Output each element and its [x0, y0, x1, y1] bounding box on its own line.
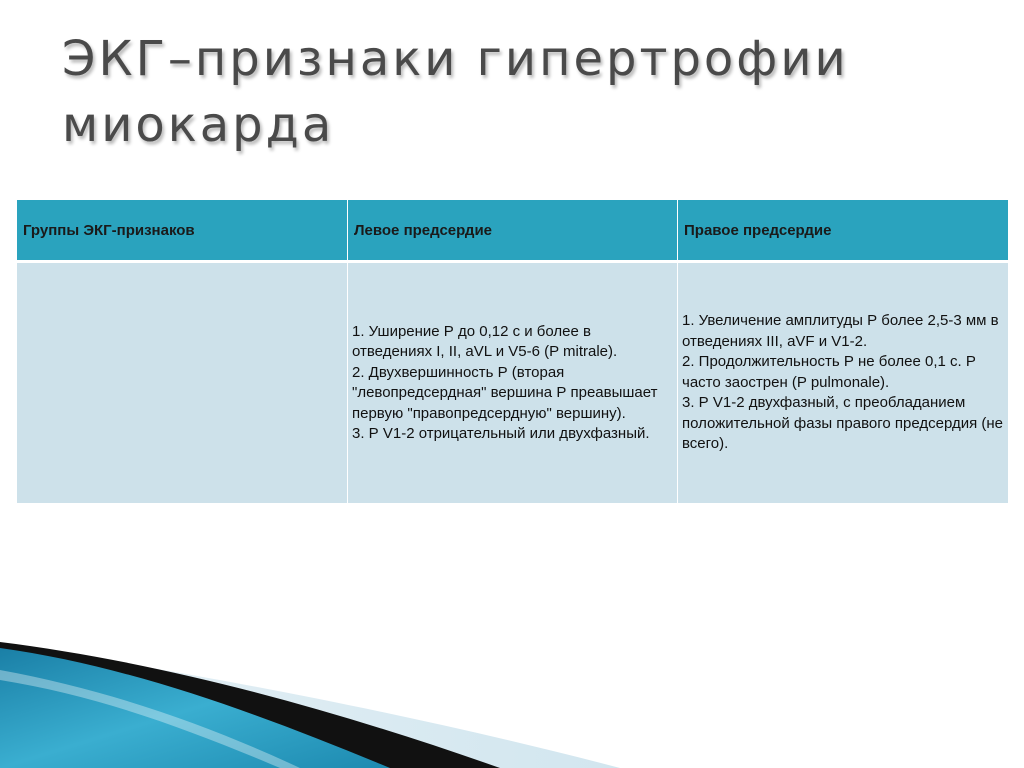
cell-right-atrium — [678, 262, 1009, 504]
right-atrium-sign-2: 2. Продолжительность Р не более 0,1 с. Р часто заострен (P pulmonale). — [682, 353, 976, 391]
table-row — [17, 262, 1009, 504]
slide-title-line-1: ЭКГ–признаки гипертрофии — [62, 31, 849, 87]
left-atrium-sign-1: 1. Уширение Р до 0,12 с и более в отведениях I, II, aVL и V5-6 (P mitrale). — [352, 322, 618, 360]
ecg-signs-table — [16, 199, 1009, 504]
left-atrium-sign-2: 2. Двухвершинность Р (вторая "левопредсердная" вершина Р преавышает первую "правопредсердную" вершину). — [352, 363, 658, 422]
header-left-atrium: Левое предсердие — [348, 200, 678, 262]
right-atrium-sign-1: 1. Увеличение амплитуды Р более 2,5-3 мм в отведениях III, aVF и V1-2. — [682, 312, 999, 350]
cell-ecg-group — [17, 262, 348, 504]
cell-left-atrium — [348, 262, 678, 504]
slide-title — [62, 26, 962, 158]
table-header-row — [17, 200, 1009, 262]
header-right-atrium: Правое предсердие — [678, 200, 1009, 262]
header-ecg-groups: Группы ЭКГ-признаков — [17, 200, 348, 262]
slide-title-line-2: миокарда — [62, 97, 335, 153]
left-atrium-sign-3: 3. Р V1-2 отрицательный или двухфазный. — [352, 425, 650, 442]
right-atrium-sign-3: 3. Р V1-2 двухфазный, с преобладанием положительной фазы правого предсердия (не всего). — [682, 394, 1003, 453]
decorative-wave — [0, 630, 1024, 768]
